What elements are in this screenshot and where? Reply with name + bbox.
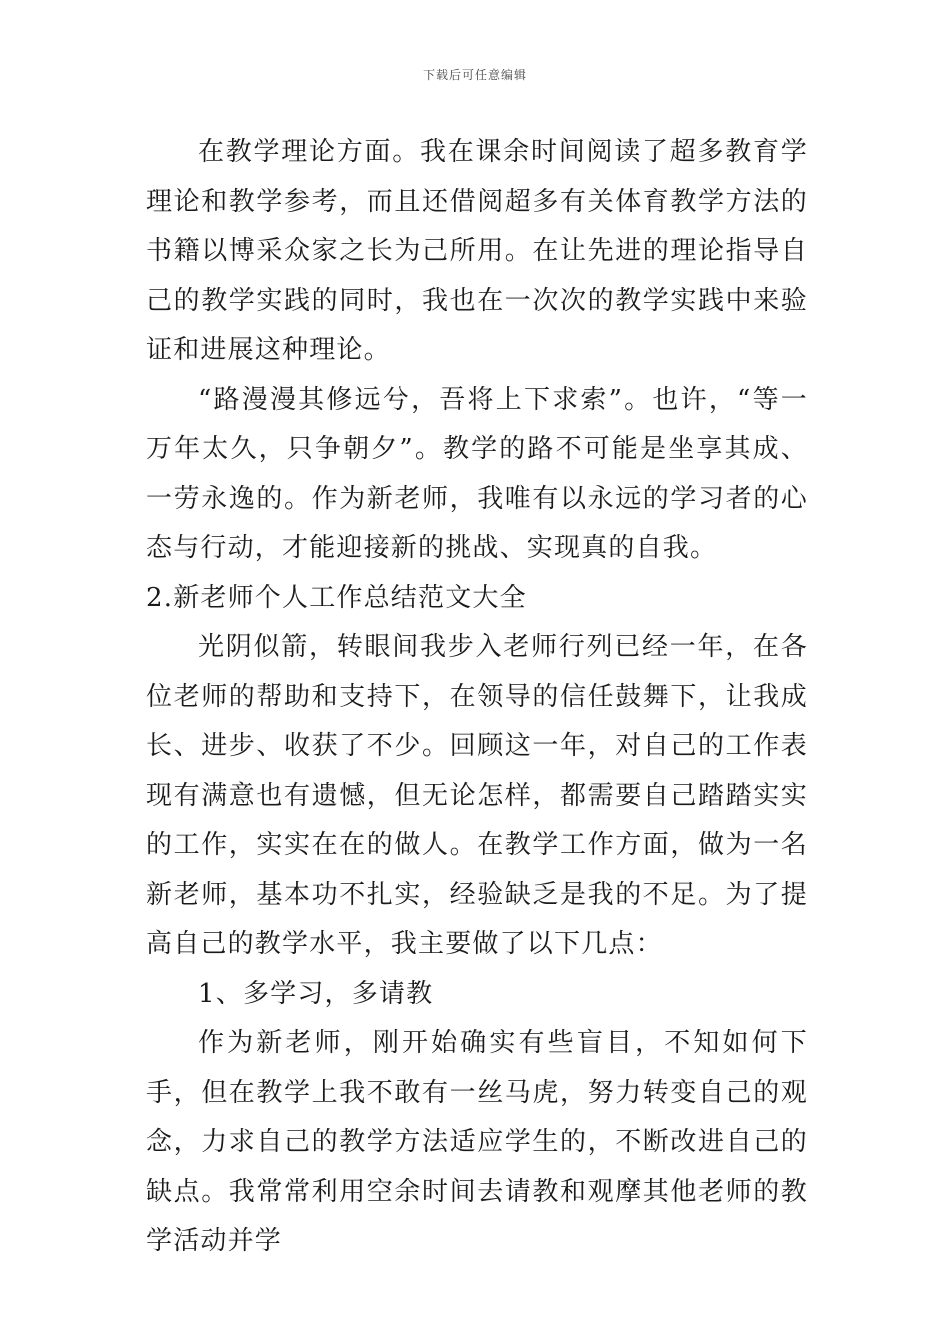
paragraph-quote: “路漫漫其修远兮，吾将上下求索”。也许，“等一万年太久，只争朝夕”。教学的路不可能是坐享其成、一劳永逸的。作为新老师，我唯有以永远的学习者的心态与行动，才能迎接新的挑战、实现真的自我。 [146,384,808,563]
paragraph-learning: 作为新老师，刚开始确实有些盲目，不知如何下手，但在教学上我不敢有一丝马虎，努力转变自己的观念，力求自己的教学方法适应学生的，不断改进自己的缺点。我常常利用空余时间去请教和观摩其他老师的教学活动并学 [146,1028,808,1256]
header-note: 下载后可任意编辑 [422,68,527,82]
list-item-heading: 1、多学习，多请教 [198,978,434,1009]
paragraph-teaching-theory: 在教学理论方面。我在课余时间阅读了超多教育学理论和教学参考，而且还借阅超多有关体育教学方法的书籍以博采众家之长为己所用。在让先进的理论指导自己的教学实践的同时，我也在一次次的教学实践中来验证和进展这种理论。 [146,137,808,365]
paragraph-summary: 光阴似箭，转眼间我步入老师行列已经一年，在各位老师的帮助和支持下，在领导的信任鼓舞下，让我成长、进步、收获了不少。回顾这一年，对自己的工作表现有满意也有遗憾，但无论怎样，都需要自己踏踏实实的工作，实实在在的做人。在教学工作方面，做为一名新老师，基本功不扎实，经验缺乏是我的不足。为了提高自己的教学水平，我主要做了以下几点： [146,632,808,959]
section-heading: 2.新老师个人工作总结范文大全 [146,582,527,613]
document-body [146,128,808,1267]
